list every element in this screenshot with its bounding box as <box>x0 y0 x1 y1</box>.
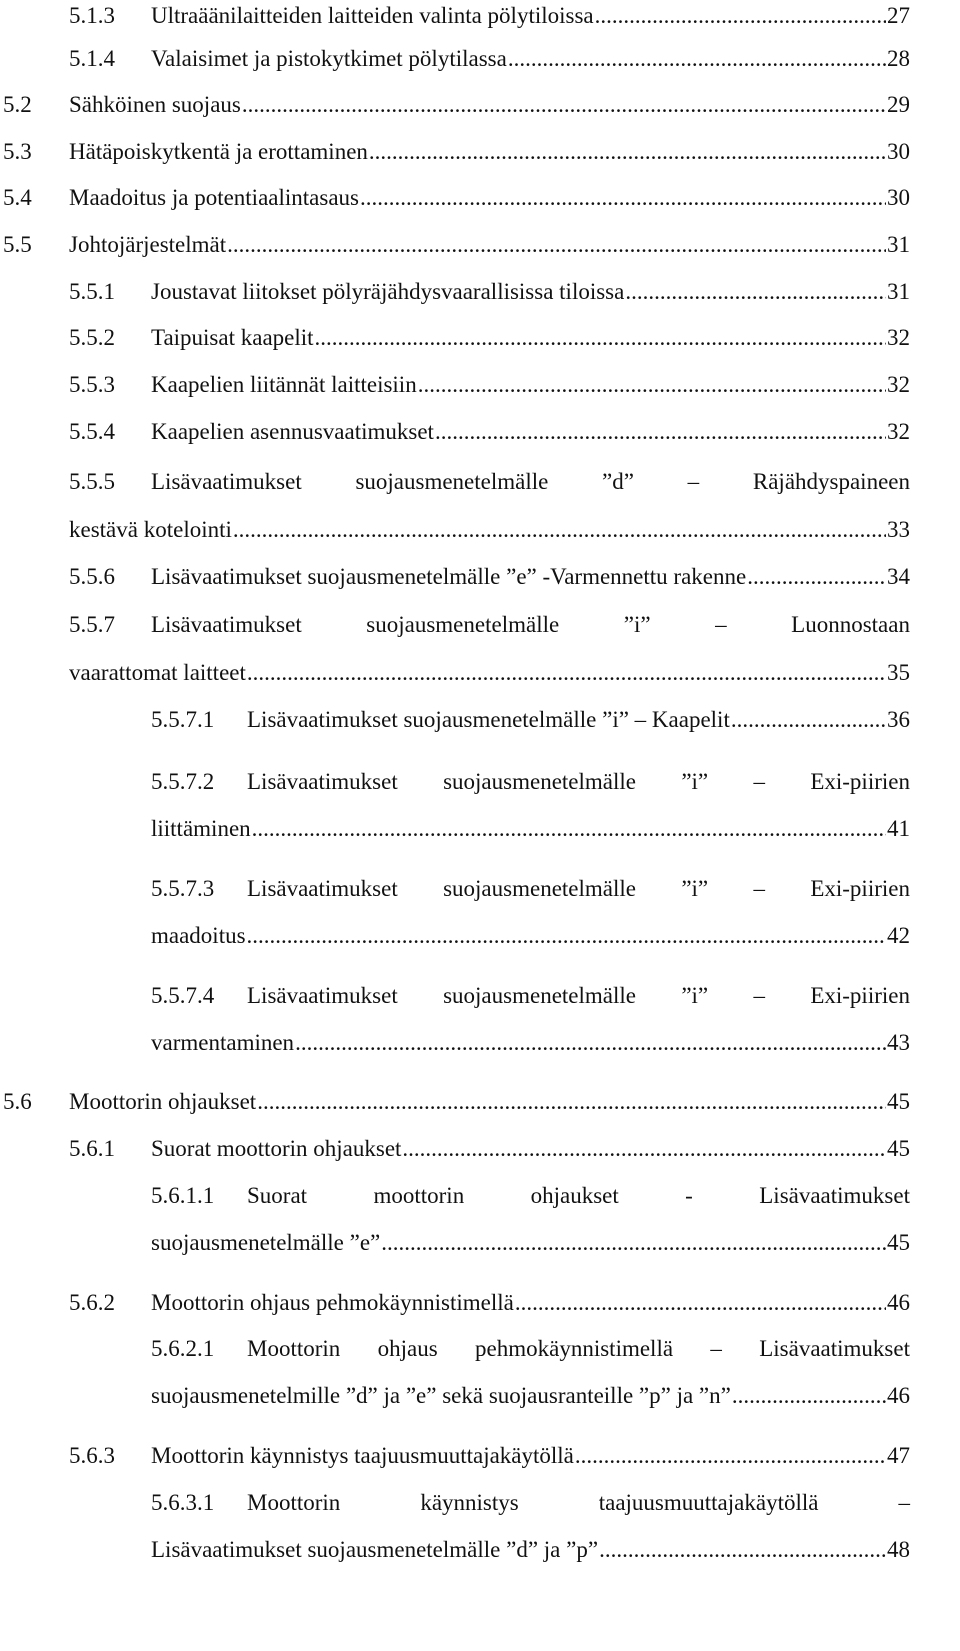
toc-entry-5-5-7-line2[interactable] <box>69 657 910 689</box>
toc-page-number: 43 <box>887 1030 910 1055</box>
toc-title-word: Luonnostaan <box>791 612 910 637</box>
toc-title-word: ohjaukset <box>530 1183 619 1208</box>
toc-entry-5-5[interactable] <box>3 229 910 261</box>
toc-number: 5.5.7 <box>69 612 115 637</box>
toc-number: 5.1.3 <box>69 3 115 28</box>
toc-page-number: 45 <box>887 1230 910 1255</box>
toc-title: Maadoitus ja potentiaalintasaus <box>69 185 359 210</box>
toc-title-word: suojausmenetelmälle <box>366 612 560 637</box>
toc-title-word: moottorin <box>373 1183 465 1208</box>
toc-page-number: 45 <box>887 1089 910 1114</box>
toc-title-word: Lisävaatimukset <box>759 1183 910 1208</box>
toc-title-word: Exi-piirien <box>810 983 910 1008</box>
toc-title: Ultraäänilaitteiden laitteiden valinta pölytiloissa <box>151 3 594 28</box>
toc-title-justified <box>247 980 910 1012</box>
toc-number: 5.5.1 <box>69 279 115 304</box>
toc-leader-dots <box>252 813 886 845</box>
toc-number: 5.1.4 <box>69 46 115 71</box>
toc-number: 5.6 <box>3 1089 32 1114</box>
toc-page-number: 35 <box>887 660 910 685</box>
toc-page-number: 41 <box>887 816 910 841</box>
toc-number: 5.5.5 <box>69 469 115 494</box>
toc-title-word: Lisävaatimukset <box>759 1336 910 1361</box>
toc-number: 5.5.6 <box>69 564 115 589</box>
toc-page-number: 42 <box>887 923 910 948</box>
toc-title-justified <box>247 1487 910 1519</box>
toc-leader-dots <box>369 136 886 168</box>
toc-page-number: 46 <box>887 1383 910 1408</box>
toc-entry-5-6-3-1-line1[interactable] <box>151 1487 910 1519</box>
toc-title-word: – <box>753 876 765 901</box>
toc-leader-dots <box>595 0 886 32</box>
toc-leader-dots <box>732 1380 886 1412</box>
toc-title: Joustavat liitokset pölyräjähdysvaarallisissa tiloissa <box>151 279 625 304</box>
toc-entry-5-6-2[interactable] <box>69 1287 910 1319</box>
toc-title-word: ”i” <box>681 983 709 1008</box>
toc-leader-dots <box>402 1133 886 1165</box>
toc-leader-dots <box>435 416 886 448</box>
toc-number: 5.4 <box>3 185 32 210</box>
toc-entry-5-1-3[interactable] <box>69 0 910 32</box>
toc-entry-5-5-7-4-line2[interactable] <box>151 1027 910 1059</box>
toc-title-word: suojausmenetelmälle <box>443 876 636 901</box>
toc-page-number: 32 <box>887 372 910 397</box>
toc-leader-dots <box>515 1287 886 1319</box>
toc-title-word: Lisävaatimukset <box>151 469 302 494</box>
toc-page-number: 31 <box>887 279 910 304</box>
toc-entry-5-6-1-1-line1[interactable] <box>151 1180 910 1212</box>
toc-title: Moottorin ohjaus pehmokäynnistimellä <box>151 1290 514 1315</box>
toc-page-number: 30 <box>887 139 910 164</box>
toc-title-word: ”i” <box>681 876 709 901</box>
toc-title: Valaisimet ja pistokytkimet pölytilassa <box>151 46 507 71</box>
toc-title: Moottorin ohjaukset <box>69 1089 257 1114</box>
toc-leader-dots <box>381 1227 886 1259</box>
toc-title-word: Lisävaatimukset <box>247 876 398 901</box>
toc-page-number: 47 <box>887 1443 910 1468</box>
toc-number: 5.5.7.2 <box>151 769 215 794</box>
toc-entry-5-5-7-line1[interactable] <box>69 609 910 641</box>
toc-title-word: – <box>687 469 700 494</box>
toc-entry-5-5-7-2-line1[interactable] <box>151 766 910 798</box>
toc-title: Kaapelien liitännät laitteisiin <box>151 372 417 397</box>
toc-title-word: käynnistys <box>420 1490 519 1515</box>
toc-title-justified <box>247 1333 910 1365</box>
toc-title-word: – <box>715 612 727 637</box>
toc-title: Johtojärjestelmät <box>69 232 227 257</box>
toc-page-number: 27 <box>887 3 910 28</box>
toc-entry-5-5-3[interactable] <box>69 369 910 401</box>
toc-page-number: 28 <box>887 46 910 71</box>
toc-title-word: Exi-piirien <box>810 769 910 794</box>
toc-page-number: 36 <box>887 707 910 732</box>
toc-number: 5.5.3 <box>69 372 115 397</box>
toc-title-justified <box>151 609 910 641</box>
toc-title-word: ohjaus <box>377 1336 438 1361</box>
toc-number: 5.5.7.1 <box>151 707 215 732</box>
toc-number: 5.3 <box>3 139 32 164</box>
toc-entry-5-4[interactable] <box>3 182 910 214</box>
toc-title: Lisävaatimukset suojausmenetelmälle ”e” -Varmennettu rakenne <box>151 564 747 589</box>
toc-entry-5-5-6[interactable] <box>69 561 910 593</box>
toc-entry-5-5-5-line2[interactable] <box>69 514 910 546</box>
toc-entry-5-5-5-line1[interactable] <box>69 466 910 498</box>
toc-leader-dots <box>242 89 886 121</box>
toc-number: 5.5 <box>3 232 32 257</box>
toc-title: Lisävaatimukset suojausmenetelmälle ”i” – Kaapelit <box>247 707 730 732</box>
toc-number: 5.6.3.1 <box>151 1490 215 1515</box>
toc-entry-5-3[interactable] <box>3 136 910 168</box>
toc-title-word: Räjähdyspaineen <box>752 469 910 494</box>
toc-title-word: ”d” <box>602 469 634 494</box>
toc-title-word: Suorat <box>247 1183 308 1208</box>
toc-entry-5-5-7-2-line2[interactable] <box>151 813 910 845</box>
toc-title-word: – <box>710 1336 722 1361</box>
toc-title-word: Moottorin <box>247 1336 341 1361</box>
toc-entry-5-5-2[interactable] <box>69 322 910 354</box>
toc-title-justified <box>247 873 910 905</box>
toc-title-word: – <box>753 983 765 1008</box>
toc-title-word: Moottorin <box>247 1490 341 1515</box>
toc-leader-dots <box>315 322 886 354</box>
toc-leader-dots <box>599 1534 886 1566</box>
toc-title-word: Lisävaatimukset <box>151 612 302 637</box>
toc-title: Lisävaatimukset suojausmenetelmälle ”d” ja ”p” <box>151 1537 599 1562</box>
toc-title-word: ”i” <box>681 769 709 794</box>
toc-number: 5.6.1 <box>69 1136 115 1161</box>
toc-entry-5-5-7-3-line2[interactable] <box>151 920 910 952</box>
toc-title-word: ”i” <box>623 612 651 637</box>
toc-page-number: 34 <box>887 564 910 589</box>
toc-leader-dots <box>247 920 886 952</box>
toc-leader-dots <box>360 182 886 214</box>
toc-leader-dots <box>575 1440 886 1472</box>
toc-title-word: suojausmenetelmälle <box>443 983 636 1008</box>
toc-title: varmentaminen <box>151 1030 295 1055</box>
toc-entry-5-6-2-1-line2[interactable] <box>151 1380 910 1412</box>
toc-page-number: 45 <box>887 1136 910 1161</box>
toc-entry-5-6-1-1-line2[interactable] <box>151 1227 910 1259</box>
toc-title: suojausmenetelmälle ”e” <box>151 1230 381 1255</box>
toc-page-number: 46 <box>887 1290 910 1315</box>
toc-leader-dots <box>747 561 886 593</box>
toc-title-justified <box>151 466 910 498</box>
toc-title-word: Lisävaatimukset <box>247 769 398 794</box>
toc-title: Suorat moottorin ohjaukset <box>151 1136 402 1161</box>
toc-number: 5.6.3 <box>69 1443 115 1468</box>
toc-title-word: Lisävaatimukset <box>247 983 398 1008</box>
toc-leader-dots <box>731 704 886 736</box>
toc-entry-5-2[interactable] <box>3 89 910 121</box>
toc-entry-5-5-1[interactable] <box>69 276 910 308</box>
toc-entry-5-6[interactable] <box>3 1086 910 1118</box>
toc-number: 5.6.2 <box>69 1290 115 1315</box>
toc-title: Hätäpoiskytkentä ja erottaminen <box>69 139 368 164</box>
toc-entry-5-6-3-1-line2[interactable] <box>151 1534 910 1566</box>
toc-number: 5.2 <box>3 92 32 117</box>
toc-entry-5-6-3[interactable] <box>69 1440 910 1472</box>
toc-number: 5.6.2.1 <box>151 1336 215 1361</box>
toc-page-number: 32 <box>887 419 910 444</box>
toc-title: maadoitus <box>151 923 246 948</box>
toc-entry-5-6-1[interactable] <box>69 1133 910 1165</box>
toc-title-word: - <box>685 1183 693 1208</box>
toc-page-number: 33 <box>887 517 910 542</box>
toc-entry-5-5-7-3-line1[interactable] <box>151 873 910 905</box>
toc-title-word: – <box>753 769 765 794</box>
toc-page-number: 29 <box>887 92 910 117</box>
toc-title-justified <box>247 766 910 798</box>
toc-leader-dots <box>227 229 886 261</box>
toc-title-word: suojausmenetelmälle <box>443 769 636 794</box>
toc-title-word: – <box>898 1490 910 1515</box>
toc-page-number: 32 <box>887 325 910 350</box>
toc-leader-dots <box>418 369 886 401</box>
toc-title: vaarattomat laitteet <box>69 660 246 685</box>
toc-leader-dots <box>247 657 886 689</box>
toc-entry-5-5-7-4-line1[interactable] <box>151 980 910 1012</box>
toc-entry-5-1-4[interactable] <box>69 43 910 75</box>
toc-title-word: Exi-piirien <box>810 876 910 901</box>
toc-leader-dots <box>625 276 886 308</box>
toc-entry-5-5-7-1[interactable] <box>151 704 910 736</box>
toc-number: 5.5.4 <box>69 419 115 444</box>
toc-title: Taipuisat kaapelit <box>151 325 314 350</box>
toc-page-number: 30 <box>887 185 910 210</box>
toc-title-word: suojausmenetelmälle <box>355 469 549 494</box>
toc-title-word: taajuusmuuttajakäytöllä <box>598 1490 819 1515</box>
toc-title: suojausmenetelmille ”d” ja ”e” sekä suojausranteille ”p” ja ”n” <box>151 1383 731 1408</box>
toc-number: 5.5.7.3 <box>151 876 215 901</box>
toc-leader-dots <box>233 514 886 546</box>
toc-number: 5.6.1.1 <box>151 1183 215 1208</box>
toc-title: liittäminen <box>151 816 251 841</box>
toc-title: Sähköinen suojaus <box>69 92 241 117</box>
toc-title-word: pehmokäynnistimellä <box>475 1336 674 1361</box>
toc-title: Moottorin käynnistys taajuusmuuttajakäytöllä <box>151 1443 574 1468</box>
toc-title-justified <box>247 1180 910 1212</box>
toc-page-number: 31 <box>887 232 910 257</box>
toc-page-number: 48 <box>887 1537 910 1562</box>
toc-number: 5.5.7.4 <box>151 983 215 1008</box>
toc-number: 5.5.2 <box>69 325 115 350</box>
toc-title: Kaapelien asennusvaatimukset <box>151 419 434 444</box>
toc-leader-dots <box>508 43 886 75</box>
toc-entry-5-6-2-1-line1[interactable] <box>151 1333 910 1365</box>
toc-leader-dots <box>295 1027 886 1059</box>
toc-title: kestävä kotelointi <box>69 517 232 542</box>
toc-leader-dots <box>257 1086 886 1118</box>
toc-entry-5-5-4[interactable] <box>69 416 910 448</box>
